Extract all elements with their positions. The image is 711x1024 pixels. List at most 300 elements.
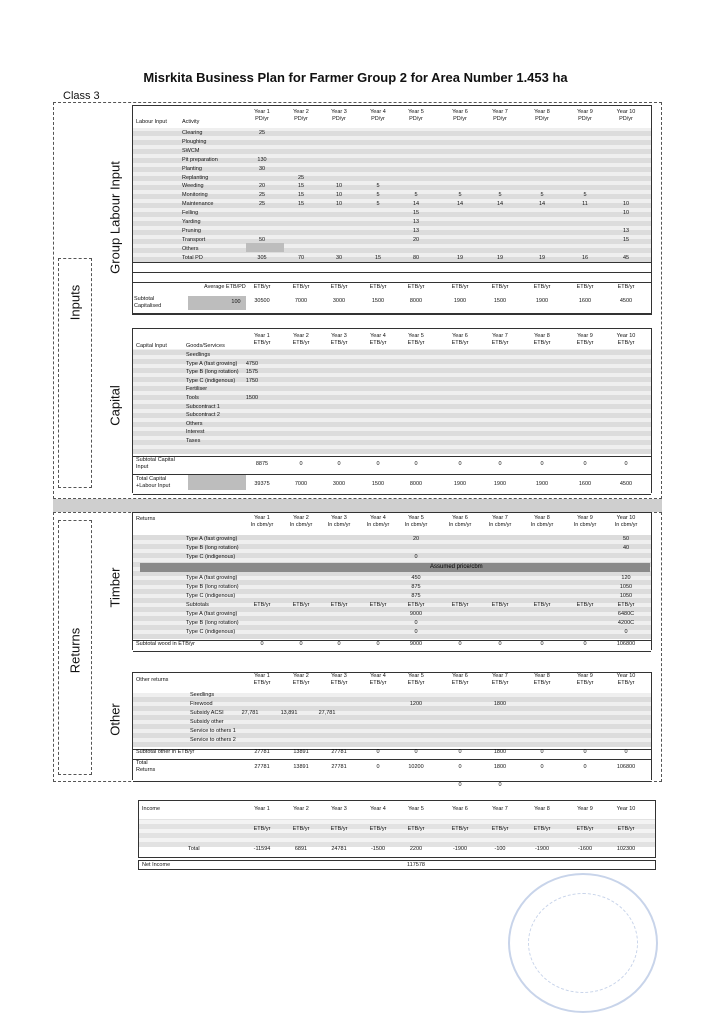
below-returns: 0 — [458, 782, 462, 788]
timber-sub-label: Type B (long rotation) — [186, 620, 239, 626]
labour-cell: 19 — [538, 254, 546, 261]
labour-cell: 11 — [582, 201, 588, 208]
subtotal-wood: 0 — [260, 641, 264, 647]
labour-row-label: Maintenance — [182, 201, 214, 208]
total-returns: 0 — [458, 764, 462, 770]
capital-subtotal: 0 — [498, 461, 502, 467]
capital-year-7: Year 7 — [492, 333, 508, 339]
total-returns: 0 — [376, 764, 380, 770]
subtotal-wood: 106800 — [616, 641, 636, 647]
capital-subtotal: 0 — [376, 461, 380, 467]
labour-cell: 80 — [412, 254, 420, 261]
capital-total-label: Total Capital +Labour Input — [136, 476, 171, 489]
net-income-value: 117578 — [407, 862, 425, 868]
group-labour-label: Group Labour Input — [107, 161, 123, 274]
timber-vol: 0 — [414, 554, 418, 560]
other-row-label: Firewood — [190, 701, 213, 707]
labour-cell: 14 — [456, 201, 464, 208]
timber-year-3: Year 3 — [331, 515, 347, 521]
subtotals-unit: ETB/yr — [253, 602, 271, 608]
capital-total: 1600 — [578, 481, 592, 487]
income-year: Year 2 — [293, 806, 309, 812]
timber-sub-label: Type A (fast growing) — [186, 611, 238, 617]
labour-cell: 5 — [376, 192, 380, 199]
labour-year-6: Year 6 — [452, 109, 468, 115]
other-subtotal: 0 — [540, 749, 544, 755]
labour-cell: 50 — [258, 236, 266, 243]
timber-year-1: Year 1 — [254, 515, 270, 521]
stamp-seal-inner — [528, 893, 638, 993]
labour-row-label: Others — [182, 245, 199, 252]
labour-unit-5: PD/yr — [409, 116, 423, 122]
labour-cell: 10 — [622, 210, 630, 217]
labour-cell: 19 — [456, 254, 464, 261]
other-subtotal: 0 — [583, 749, 587, 755]
labour-year-1: Year 1 — [254, 109, 270, 115]
income-unit: ETB/yr — [369, 826, 387, 832]
subtotal-wood: 0 — [583, 641, 587, 647]
avg-unit: ETB/yr — [617, 284, 635, 290]
labour-year-7: Year 7 — [492, 109, 508, 115]
other-subtotal: 27781 — [254, 749, 270, 755]
subtotal-wood-label: Subtotal wood in ETB/yr — [136, 641, 196, 647]
total-returns: 13891 — [293, 764, 309, 770]
capital-total: 1900 — [493, 481, 507, 487]
capital-subtotal: 8875 — [255, 461, 269, 467]
labour-subtotal: 7000 — [294, 298, 308, 304]
labour-year-8: Year 8 — [534, 109, 550, 115]
avg-unit: ETB/yr — [292, 284, 310, 290]
capital-year-9: Year 9 — [577, 333, 593, 339]
other-subtotal: 27781 — [331, 749, 347, 755]
timber-unit-3: In cbm/yr — [327, 522, 351, 528]
capital-unit-9: ETB/yr — [576, 340, 594, 346]
capital-total: 1900 — [535, 481, 549, 487]
capital-row-label: Type A (fast growing) — [186, 360, 238, 367]
capital-total: 3000 — [332, 481, 346, 487]
subtotal-wood: 0 — [376, 641, 380, 647]
subtotal-wood: 0 — [337, 641, 341, 647]
labour-year-10: Year 10 — [616, 109, 636, 115]
timber-sub-y10: 0 — [624, 629, 628, 635]
avg-unit: ETB/yr — [253, 284, 271, 290]
income-unit: ETB/yr — [292, 826, 310, 832]
labour-cell: 5 — [458, 192, 462, 199]
labour-cell: 15 — [374, 254, 382, 261]
assumed-price-bar — [140, 563, 650, 572]
total-returns-label: Total Returns — [136, 760, 156, 773]
labour-year-4: Year 4 — [370, 109, 386, 115]
total-returns: 106800 — [616, 764, 636, 770]
class-label: Class 3 — [63, 90, 100, 102]
income-total: -1600 — [577, 846, 593, 852]
capital-cell: 1500 — [245, 395, 259, 401]
capital-cell: 4750 — [245, 360, 259, 367]
capital-unit-2: ETB/yr — [292, 340, 310, 346]
labour-cell: 13 — [412, 227, 420, 234]
labour-cell: 25 — [258, 192, 266, 199]
labour-row-label: SWCM — [182, 147, 200, 154]
subtotals-unit: ETB/yr — [451, 602, 469, 608]
capital-cell: 1575 — [245, 369, 259, 376]
capital-row-label: Seedlings — [186, 352, 211, 358]
capital-unit-4: ETB/yr — [369, 340, 387, 346]
income-total: 2200 — [409, 846, 423, 852]
labour-unit-3: PD/yr — [332, 116, 346, 122]
capital-total: 4500 — [619, 481, 633, 487]
labour-row-label: Monitoring — [182, 192, 208, 199]
capital-subtotal: 0 — [540, 461, 544, 467]
capital-subtotal: 0 — [414, 461, 418, 467]
labour-cell: 25 — [258, 130, 266, 136]
below-returns: 0 — [498, 782, 502, 788]
timber-unit-7: In cbm/yr — [488, 522, 512, 528]
income-year: Year 1 — [254, 806, 270, 812]
labour-cell: 15 — [412, 210, 420, 217]
income-unit: ETB/yr — [617, 826, 635, 832]
income-year: Year 7 — [492, 806, 508, 812]
timber-sub-y5: 9000 — [409, 611, 423, 617]
labour-cell: 5 — [376, 183, 380, 190]
income-unit: ETB/yr — [451, 826, 469, 832]
labour-row-label: Total PD — [182, 254, 203, 261]
income-total: -1900 — [534, 846, 550, 852]
labour-subtotal: 1600 — [578, 298, 592, 304]
subtotals-unit: ETB/yr — [292, 602, 310, 608]
timber-sub-y5: 0 — [414, 620, 418, 626]
capital-total: 7000 — [294, 481, 308, 487]
subtotal-wood: 0 — [498, 641, 502, 647]
timber-price-y10: 1050 — [619, 584, 633, 590]
income-unit: ETB/yr — [407, 826, 425, 832]
labour-cell: 10 — [335, 201, 343, 208]
other-unit-2: ETB/yr — [292, 680, 310, 686]
capital-input-header: Capital Input — [136, 343, 167, 349]
subtotal-wood: 0 — [458, 641, 462, 647]
capital-subtotal-label: Subtotal Capital Input — [136, 457, 175, 470]
labour-unit-6: PD/yr — [453, 116, 467, 122]
subtotals-unit: ETB/yr — [407, 602, 425, 608]
labour-cell: 5 — [583, 192, 587, 199]
other-year-2: Year 2 — [293, 673, 309, 679]
total-returns: 10200 — [408, 764, 424, 770]
capital-cell: 1750 — [245, 377, 259, 384]
labour-cell: 30 — [258, 165, 266, 172]
timber-price: 450 — [411, 575, 421, 581]
activity-header: Activity — [182, 119, 200, 125]
timber-vol: 50 — [622, 536, 630, 542]
capital-year-4: Year 4 — [370, 333, 386, 339]
timber-year-10: Year 10 — [616, 515, 636, 521]
labour-unit-4: PD/yr — [371, 116, 385, 122]
subtotals-unit: ETB/yr — [617, 602, 635, 608]
capital-subtotal: 0 — [337, 461, 341, 467]
returns-label: Returns — [67, 627, 83, 674]
goods-header: Goods/Services — [186, 343, 225, 349]
labour-cell: 15 — [297, 201, 305, 208]
timber-unit-8: In cbm/yr — [530, 522, 554, 528]
avg-unit: ETB/yr — [491, 284, 509, 290]
labour-row-label: Weeding — [182, 183, 204, 190]
avg-label: Average ETB/PD — [204, 284, 246, 290]
returns-header: Returns — [136, 516, 156, 522]
timber-vol-label: Type C (indigenous) — [186, 554, 236, 560]
timber-unit-10: In cbm/yr — [614, 522, 638, 528]
timber-sub-y10: 6480C — [617, 611, 635, 617]
capital-unit-7: ETB/yr — [491, 340, 509, 346]
other-row-label: Seedlings — [190, 692, 215, 698]
capital-year-10: Year 10 — [616, 333, 636, 339]
capital-row-label: Subcontract 2 — [186, 412, 220, 419]
timber-price-label: Type C (indigenous) — [186, 593, 236, 599]
subsidy-acsi: 13,891 — [280, 710, 298, 716]
other-year-5: Year 5 — [408, 673, 424, 679]
other-year-3: Year 3 — [331, 673, 347, 679]
other-unit-1: ETB/yr — [253, 680, 271, 686]
subtotal-wood: 9000 — [409, 641, 423, 647]
timber-year-4: Year 4 — [370, 515, 386, 521]
capital-row-label: Interest — [186, 429, 205, 436]
timber-price-y10: 1050 — [619, 593, 633, 599]
timber-unit-1: In cbm/yr — [250, 522, 274, 528]
income-unit: ETB/yr — [253, 826, 271, 832]
avg-unit: ETB/yr — [451, 284, 469, 290]
timber-sub-label: Type C (indigenous) — [186, 629, 236, 635]
timber-sub-y10: 4200C — [617, 620, 635, 626]
subtotals-unit: ETB/yr — [491, 602, 509, 608]
subtotals-unit: ETB/yr — [369, 602, 387, 608]
timber-year-5: Year 5 — [408, 515, 424, 521]
labour-cell: 10 — [335, 183, 343, 190]
other-year-1: Year 1 — [254, 673, 270, 679]
income-year: Year 10 — [616, 806, 636, 812]
labour-row-label: Transport — [182, 236, 206, 243]
capital-row-label: Tools — [186, 395, 199, 401]
capital-subtotal: 0 — [299, 461, 303, 467]
labour-unit-2: PD/yr — [294, 116, 308, 122]
income-total-label: Total — [188, 846, 200, 852]
labour-cell: 45 — [622, 254, 630, 261]
capital-unit-6: ETB/yr — [451, 340, 469, 346]
income-total: -100 — [494, 846, 506, 852]
labour-unit-1: PD/yr — [255, 116, 269, 122]
other-label: Other — [107, 703, 123, 736]
capital-row-label: Others — [186, 420, 203, 427]
subtotals-label: Subtotals — [186, 602, 209, 608]
capital-unit-5: ETB/yr — [407, 340, 425, 346]
other-subtotal: 0 — [414, 749, 418, 755]
other-unit-10: ETB/yr — [617, 680, 635, 686]
labour-cell: 5 — [498, 192, 502, 199]
labour-cell: 20 — [258, 183, 266, 190]
other-unit-5: ETB/yr — [407, 680, 425, 686]
income-year: Year 3 — [331, 806, 347, 812]
total-returns: 27781 — [331, 764, 347, 770]
labour-cell: 305 — [257, 254, 267, 261]
labour-cell: 5 — [376, 201, 380, 208]
labour-cell: 16 — [581, 254, 589, 261]
timber-year-2: Year 2 — [293, 515, 309, 521]
capital-year-2: Year 2 — [293, 333, 309, 339]
labour-cell: 13 — [622, 227, 630, 234]
capital-row-label: Type C (indigenous) — [186, 377, 236, 384]
labour-cell: 14 — [412, 201, 420, 208]
avg-unit: ETB/yr — [407, 284, 425, 290]
capital-unit-1: ETB/yr — [253, 340, 271, 346]
total-returns: 1800 — [493, 764, 507, 770]
subtotals-unit: ETB/yr — [576, 602, 594, 608]
timber-unit-2: In cbm/yr — [289, 522, 313, 528]
labour-row-label: Yarding — [182, 219, 201, 225]
total-returns: 0 — [583, 764, 587, 770]
timber-unit-4: In cbm/yr — [366, 522, 390, 528]
labour-cell: 10 — [622, 201, 630, 208]
other-subtotal: 0 — [376, 749, 380, 755]
capital-total: 8000 — [409, 481, 423, 487]
timber-unit-6: In cbm/yr — [448, 522, 472, 528]
labour-subtotal: 4500 — [619, 298, 633, 304]
other-subtotal: 0 — [624, 749, 628, 755]
income-total: 6891 — [294, 846, 308, 852]
other-returns-header: Other returns — [136, 677, 169, 683]
other-row-label: Service to others 2 — [190, 737, 236, 743]
labour-year-3: Year 3 — [331, 109, 347, 115]
capital-year-5: Year 5 — [408, 333, 424, 339]
labour-subtotal: 1900 — [453, 298, 467, 304]
other-subtotal: 13891 — [293, 749, 309, 755]
income-total: -11594 — [253, 846, 271, 852]
avg-value: 100 — [231, 299, 241, 305]
other-year-9: Year 9 — [577, 673, 593, 679]
income-total: 24781 — [331, 846, 347, 852]
capital-unit-8: ETB/yr — [533, 340, 551, 346]
timber-price: 875 — [411, 584, 421, 590]
labour-unit-7: PD/yr — [493, 116, 507, 122]
other-subtotal: 0 — [458, 749, 462, 755]
capital-total: 1900 — [453, 481, 467, 487]
capital-year-3: Year 3 — [331, 333, 347, 339]
timber-vol-label: Type A (fast growing) — [186, 536, 238, 542]
inputs-label: Inputs — [67, 284, 83, 321]
capital-row-label: Subcontract 1 — [186, 403, 220, 410]
timber-sub-y5: 0 — [414, 629, 418, 635]
labour-year-5: Year 5 — [408, 109, 424, 115]
income-year: Year 5 — [408, 806, 424, 812]
labour-subtotal: 8000 — [409, 298, 423, 304]
subtotals-unit: ETB/yr — [330, 602, 348, 608]
labour-row-label: Pit preparation — [182, 156, 218, 163]
timber-unit-5: In cbm/yr — [404, 522, 428, 528]
other-year-10: Year 10 — [616, 673, 636, 679]
other-year-6: Year 6 — [452, 673, 468, 679]
labour-cell: 5 — [414, 192, 418, 199]
labour-unit-8: PD/yr — [535, 116, 549, 122]
other-year-8: Year 8 — [534, 673, 550, 679]
timber-price-label: Type A (fast growing) — [186, 575, 238, 581]
transport-shade — [246, 243, 284, 252]
income-total: -1900 — [452, 846, 468, 852]
income-unit: ETB/yr — [576, 826, 594, 832]
page-title: Misrkita Business Plan for Farmer Group 2 for Area Number 1.453 ha — [143, 70, 568, 85]
timber-price-label: Type B (long rotation) — [186, 584, 239, 590]
other-subtotal: 1800 — [493, 749, 507, 755]
labour-subtotal-label: Subtotal Capitalised — [134, 296, 162, 309]
labour-unit-10: PD/yr — [619, 116, 633, 122]
labour-cell: 5 — [540, 192, 544, 199]
timber-year-9: Year 9 — [577, 515, 593, 521]
divider-band — [53, 499, 662, 512]
subtotal-wood: 0 — [299, 641, 303, 647]
capital-label: Capital — [107, 385, 123, 426]
labour-row-label: Replanting — [182, 174, 209, 181]
income-total: 102300 — [616, 846, 636, 852]
labour-cell: 70 — [297, 254, 305, 261]
labour-cell: 30 — [335, 254, 343, 261]
avg-unit: ETB/yr — [576, 284, 594, 290]
income-year: Year 6 — [452, 806, 468, 812]
labour-subtotal: 1500 — [493, 298, 507, 304]
subtotals-unit: ETB/yr — [533, 602, 551, 608]
firewood-y5: 1200 — [409, 701, 423, 707]
other-year-7: Year 7 — [492, 673, 508, 679]
capital-total: 1500 — [371, 481, 385, 487]
net-income-label: Net Income — [142, 862, 171, 868]
timber-price-y10: 120 — [621, 575, 631, 581]
firewood-y7: 1800 — [493, 701, 507, 707]
capital-row-label: Taxes — [186, 438, 201, 444]
capital-subtotal: 0 — [624, 461, 628, 467]
labour-cell: 15 — [297, 192, 305, 199]
income-unit: ETB/yr — [330, 826, 348, 832]
labour-subtotal: 1500 — [371, 298, 385, 304]
labour-cell: 15 — [622, 236, 630, 243]
timber-vol: 40 — [622, 545, 630, 551]
assumed-price-label: Assumed price/cbm — [430, 564, 483, 570]
labour-cell: 20 — [412, 236, 420, 243]
labour-row-label: Ploughing — [182, 138, 207, 145]
timber-year-6: Year 6 — [452, 515, 468, 521]
labour-unit-9: PD/yr — [578, 116, 592, 122]
other-unit-3: ETB/yr — [330, 680, 348, 686]
timber-vol-label: Type B (long rotation) — [186, 545, 239, 551]
avg-unit: ETB/yr — [533, 284, 551, 290]
income-year: Year 4 — [370, 806, 386, 812]
income-unit: ETB/yr — [533, 826, 551, 832]
subsidy-acsi: 27,781 — [241, 710, 259, 716]
timber-year-7: Year 7 — [492, 515, 508, 521]
income-year: Year 9 — [577, 806, 593, 812]
labour-cell: 25 — [297, 174, 305, 181]
labour-subtotal: 3000 — [332, 298, 346, 304]
capital-total: 39375 — [254, 481, 270, 487]
timber-label: Timber — [107, 567, 123, 608]
labour-cell: 19 — [496, 254, 504, 261]
income-unit: ETB/yr — [491, 826, 509, 832]
labour-cell: 130 — [257, 156, 267, 163]
total-returns: 0 — [540, 764, 544, 770]
other-unit-4: ETB/yr — [369, 680, 387, 686]
labour-input-header: Labour Input — [136, 119, 167, 125]
avg-unit: ETB/yr — [330, 284, 348, 290]
labour-row-label: Planting — [182, 165, 202, 172]
timber-unit-9: In cbm/yr — [573, 522, 597, 528]
labour-cell: 14 — [496, 201, 504, 208]
capital-subtotal: 0 — [458, 461, 462, 467]
other-year-4: Year 4 — [370, 673, 386, 679]
labour-row-label: Clearing — [182, 130, 203, 136]
labour-year-2: Year 2 — [293, 109, 309, 115]
subtotal-wood: 0 — [540, 641, 544, 647]
